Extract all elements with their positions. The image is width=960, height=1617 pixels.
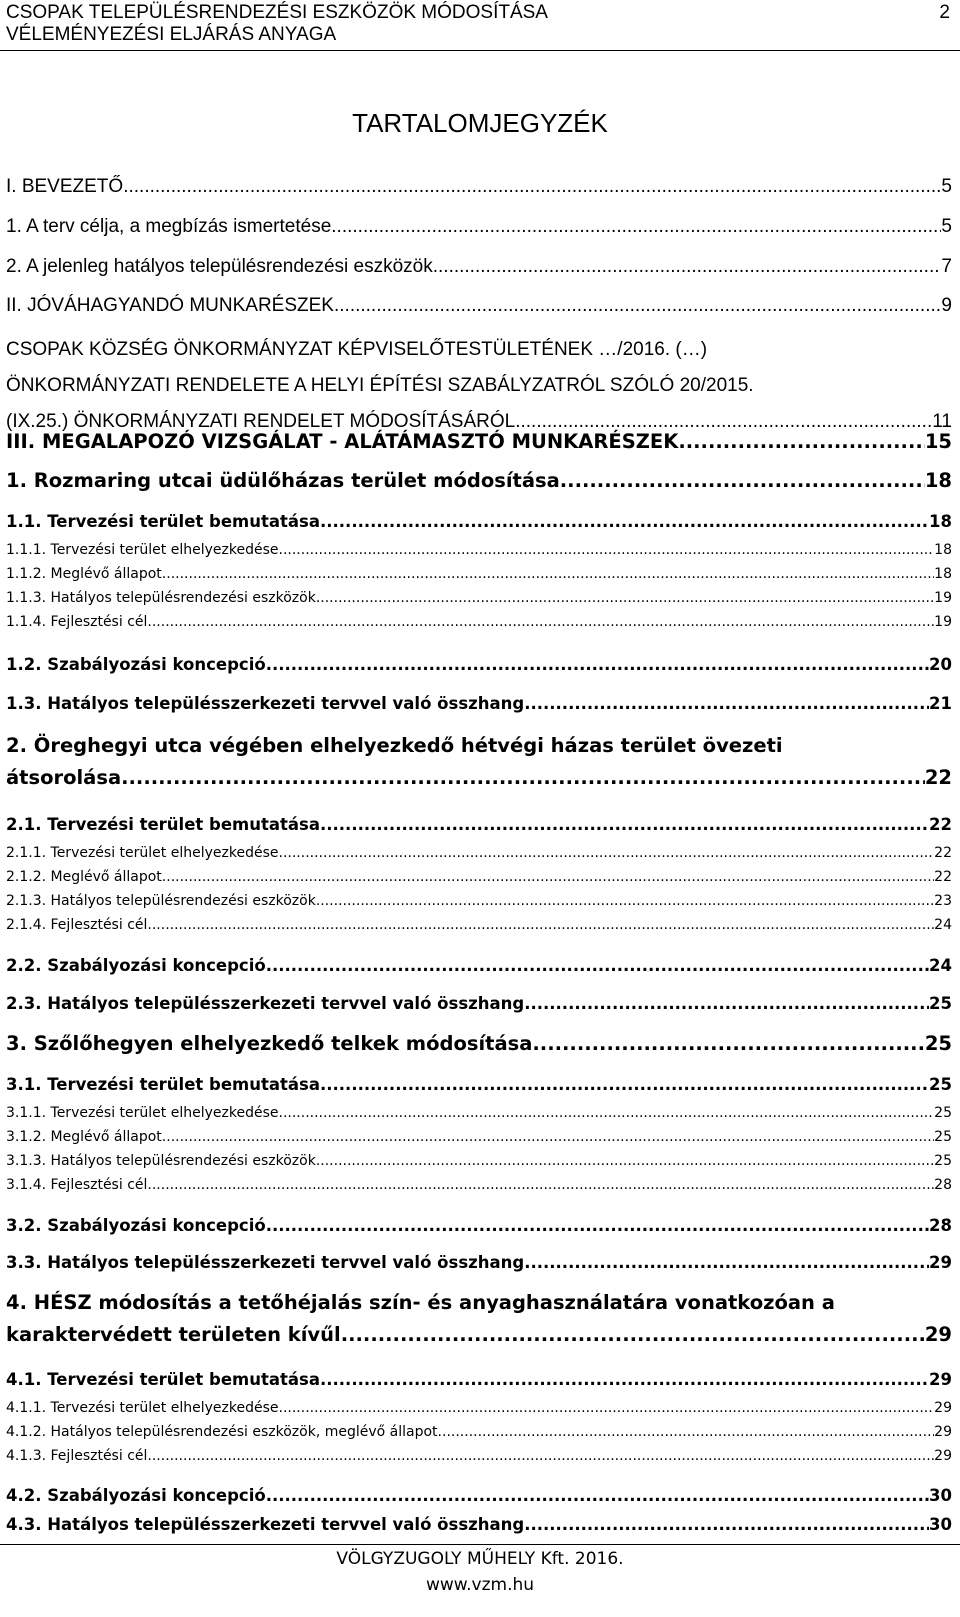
toc-entry[interactable] [6,1075,952,1094]
header-divider [0,50,960,51]
toc-leader [147,917,934,933]
toc-entry-page: 25 [929,1075,952,1094]
toc-entry-page: 18 [934,542,952,558]
toc-entry-label: II. JÓVÁHAGYANDÓ MUNKARÉSZEK [6,295,334,316]
toc-leader [532,1032,924,1055]
toc-entry-page: 24 [929,956,952,975]
toc-entry-label: 2.1.1. Tervezési terület elhelyezkedése [6,845,279,861]
toc-leader [334,295,941,317]
toc-entry-page: 25 [924,1032,952,1055]
toc-entry-label-cont: ÖNKORMÁNYZATI RENDELETE A HELYI ÉPÍTÉSI SZABÁLYZATRÓL SZÓLÓ 20/2015. [6,375,754,396]
toc-leader [524,694,929,713]
toc-entry[interactable] [6,1424,952,1440]
toc-entry-page: 29 [924,1323,952,1346]
toc-entry-label: 3. Szőlőhegyen elhelyezkedő telkek módosítása [6,1032,533,1055]
toc-entry-label: 3.1.2. Meglévő állapot [6,1129,162,1145]
toc-entry-page: 18 [924,469,952,492]
toc-entry-label: III. MEGALAPOZÓ VIZSGÁLAT - ALÁTÁMASZTÓ MUNKARÉSZEK [6,430,679,453]
toc-entry[interactable] [6,1486,952,1505]
toc-leader [279,542,935,558]
toc-entry-label: 3.1.4. Fejlesztési cél [6,1177,148,1193]
toc-leader [331,216,941,238]
toc-entry[interactable] [6,1105,952,1121]
toc-entry-label: 3.1.3. Hatályos településrendezési eszközök [6,1153,316,1169]
toc-entry[interactable] [6,1448,952,1464]
toc-leader [433,256,942,278]
toc-entry[interactable] [6,469,952,492]
toc-entry[interactable] [6,430,952,453]
toc-entry-label: 4.1.1. Tervezési terület elhelyezkedése [6,1400,279,1416]
toc-entry-page: 5 [941,216,952,237]
toc-entry-page: 24 [934,917,952,933]
toc-entry[interactable] [6,1129,952,1145]
toc-entry-label: 4.3. Hatályos településszerkezeti tervvel való összhang [6,1515,525,1534]
toc-entry-page: 9 [941,295,952,316]
toc-entry-label: 2.1.3. Hatályos településrendezési eszközök [6,893,316,909]
toc-entry-label: CSOPAK KÖZSÉG ÖNKORMÁNYZAT KÉPVISELŐTESTÜLETÉNEK …/2016. (…) [6,339,708,360]
toc-leader [147,1448,934,1464]
toc-entry-label: 1.1.2. Meglévő állapot [6,566,162,582]
toc-entry-page: 29 [929,1253,952,1272]
toc-entry-label: 4.1.3. Fejlesztési cél [6,1448,148,1464]
toc-leader [524,1515,929,1534]
toc-leader [678,430,925,453]
toc-leader [279,1105,935,1121]
toc-entry-label: 1. A terv célja, a megbízás ismertetése [6,216,332,237]
toc-entry-page: 28 [934,1177,952,1193]
toc-entry[interactable] [6,176,952,198]
toc-entry[interactable] [6,1177,952,1193]
toc-entry-label: 3.2. Szabályozási koncepció [6,1216,266,1235]
toc-entry[interactable] [6,917,952,933]
toc-entry-page: 18 [934,566,952,582]
toc-leader [121,762,925,794]
toc-entry-label: 2.1.4. Fejlesztési cél [6,917,148,933]
toc-leader [320,815,929,834]
toc-leader [123,176,941,198]
toc-entry-page: 22 [934,845,952,861]
toc-entry[interactable] [6,295,952,317]
toc-entry-label: 4. HÉSZ módosítás a tetőhéjalás szín- és anyaghasználatára vonatkozóan a [6,1291,835,1314]
toc-leader [279,1400,935,1416]
toc-leader [266,1486,929,1505]
footer-website: www.vzm.hu [425,1575,535,1595]
toc-entry[interactable] [6,512,952,531]
page-title: TARTALOMJEGYZÉK [352,108,608,138]
toc-entry-page: 22 [924,766,952,789]
toc-entry-label: 2.1. Tervezési terület bemutatása [6,815,320,834]
toc-leader [560,469,925,492]
toc-entry[interactable] [6,614,952,630]
toc-entry-label-cont: (IX.25.) ÖNKORMÁNYZATI RENDELET MÓDOSÍTÁSÁRÓL [6,411,516,432]
toc-entry[interactable] [6,730,952,794]
toc-entry-page: 18 [929,512,952,531]
toc-entry[interactable] [6,566,952,582]
toc-entry-page: 25 [929,994,952,1013]
toc-entry-page: 25 [934,1153,952,1169]
toc-leader [266,655,929,674]
toc-entry-label: 1.3. Hatályos településszerkezeti tervvel való összhang [6,694,525,713]
toc-entry[interactable] [6,1400,952,1416]
toc-entry-page: 29 [934,1400,952,1416]
toc-entry-page: 30 [929,1486,952,1505]
footer-company: VÖLGYZUGOLY MŰHELY Kft. 2016. [336,1549,624,1569]
toc-entry[interactable] [6,869,952,885]
toc-entry-label: 2.2. Szabályozási koncepció [6,956,266,975]
toc-entry-page: 22 [934,869,952,885]
toc-entry-page: 22 [929,815,952,834]
toc-leader [147,1177,934,1193]
toc-entry-label-cont: karaktervédett területen kívűl [6,1323,341,1346]
header-subtitle: VÉLEMÉNYEZÉSI ELJÁRÁS ANYAGA [6,24,337,45]
toc-leader [147,614,934,630]
toc-entry-label: I. BEVEZETŐ [6,176,124,197]
toc-entry[interactable] [6,1515,952,1534]
toc-entry-page: 29 [934,1448,952,1464]
toc-entry-label: 1.1.3. Hatályos településrendezési eszközök [6,590,316,606]
toc-leader [266,956,929,975]
toc-entry-page: 25 [934,1105,952,1121]
toc-entry-label: 4.1. Tervezési terület bemutatása [6,1370,320,1389]
toc-entry-page: 19 [934,590,952,606]
toc-leader [320,512,929,531]
toc-entry[interactable] [6,1032,952,1055]
toc-entry-page: 29 [934,1424,952,1440]
toc-leader [524,994,929,1013]
toc-leader [341,1319,925,1351]
toc-entry-label: 1.1. Tervezési terület bemutatása [6,512,320,531]
toc-entry-page: 25 [934,1129,952,1145]
toc-entry-page: 30 [929,1515,952,1534]
toc-entry-label: 1. Rozmaring utcai üdülőházas terület módosítása [6,469,560,492]
toc-entry[interactable] [6,332,952,440]
toc-entry[interactable] [6,845,952,861]
header-page-number: 2 [939,2,950,23]
toc-leader [162,566,934,582]
toc-entry[interactable] [6,1153,952,1169]
toc-entry-page: 7 [941,256,952,277]
toc-entry[interactable] [6,256,952,278]
toc-entry[interactable] [6,1370,952,1389]
toc-entry[interactable] [6,815,952,834]
toc-entry[interactable] [6,994,952,1013]
toc-entry-page: 11 [932,411,952,432]
toc-entry[interactable] [6,1216,952,1235]
toc-leader [162,869,934,885]
toc-entry-page: 20 [929,655,952,674]
footer-divider [0,1544,960,1545]
toc-entry[interactable] [6,1253,952,1272]
toc-leader [266,1216,929,1235]
toc-entry-label: 1.2. Szabályozási koncepció [6,655,266,674]
toc-entry-label: 3.3. Hatályos településszerkezeti tervvel való összhang [6,1253,525,1272]
toc-entry-label: 2. A jelenleg hatályos településrendezési eszközök [6,256,433,277]
toc-entry-page: 29 [929,1370,952,1389]
toc-entry-label: 2.1.2. Meglévő állapot [6,869,162,885]
toc-entry-page: 15 [924,430,952,453]
toc-entry-label: 1.1.4. Fejlesztési cél [6,614,148,630]
toc-entry-page: 21 [929,694,952,713]
toc-entry-page: 19 [934,614,952,630]
toc-entry-page: 28 [929,1216,952,1235]
toc-leader [316,893,934,909]
toc-entry[interactable] [6,1287,952,1351]
toc-entry[interactable] [6,956,952,975]
toc-entry-page: 5 [941,176,952,197]
toc-entry-label: 3.1. Tervezési terület bemutatása [6,1075,320,1094]
toc-entry-label: 4.1.2. Hatályos településrendezési eszközök, meglévő állapot [6,1424,438,1440]
toc-entry-label-cont: átsorolása [6,766,122,789]
toc-entry-label: 3.1.1. Tervezési terület elhelyezkedése [6,1105,279,1121]
toc-entry-label: 2. Öreghegyi utca végében elhelyezkedő hétvégi házas terület övezeti [6,734,783,757]
toc-entry[interactable] [6,542,952,558]
toc-leader [316,1153,934,1169]
toc-leader [320,1370,929,1389]
toc-leader [438,1424,935,1440]
toc-entry[interactable] [6,694,952,713]
toc-leader [524,1253,929,1272]
toc-entry[interactable] [6,893,952,909]
toc-entry-page: 23 [934,893,952,909]
toc-entry[interactable] [6,216,952,238]
toc-entry-label: 4.2. Szabályozási koncepció [6,1486,266,1505]
toc-entry[interactable] [6,590,952,606]
toc-leader [320,1075,929,1094]
toc-entry[interactable] [6,655,952,674]
toc-leader [279,845,935,861]
toc-leader [162,1129,934,1145]
toc-entry-label: 1.1.1. Tervezési terület elhelyezkedése [6,542,279,558]
toc-entry-label: 2.3. Hatályos településszerkezeti tervvel való összhang [6,994,525,1013]
toc-leader [316,590,934,606]
header-title: CSOPAK TELEPÜLÉSRENDEZÉSI ESZKÖZÖK MÓDOSÍTÁSA [6,2,548,23]
